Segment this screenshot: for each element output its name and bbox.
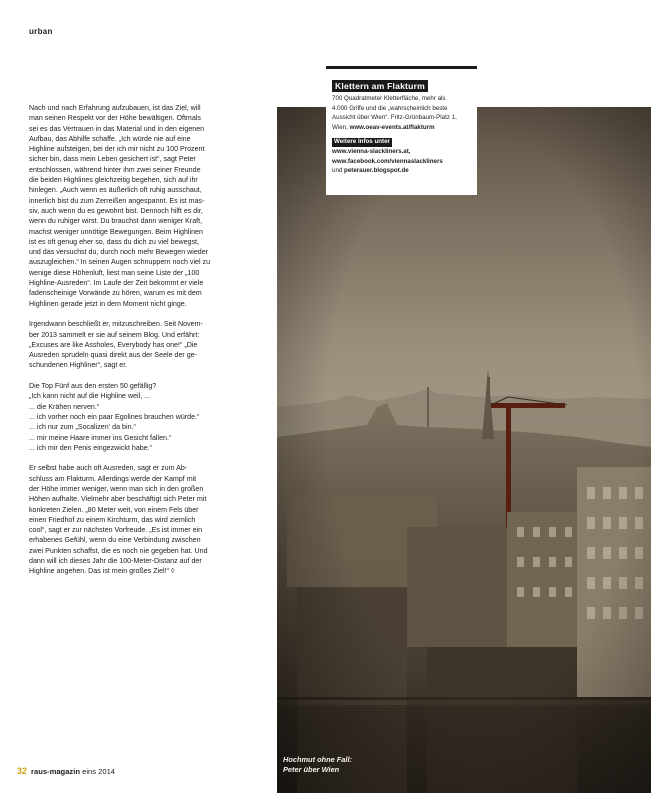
- text-line: ... die Krähen nerven.“: [29, 402, 100, 411]
- text-line: Die Top Fünf aus den ersten 50 gefällig?: [29, 382, 157, 391]
- text-line: zwei Punkten schaffst, die es noch nie gegeben hat. Und: [29, 546, 208, 555]
- text-line: konkreten Zielen. „80 Meter weit, von einem Fels über: [29, 505, 199, 514]
- info-line: Aussicht über Wien“. Fritz-Grünbaum-Platz 1,: [332, 114, 457, 122]
- text-line: die beiden Highlines gleichzeitig begehen, sich auf ihr: [29, 176, 198, 185]
- text-line: entschlossen, während hinter ihm zwei seiner Freunde: [29, 165, 201, 174]
- text-line: „Ich kann nicht auf die Highline weil, ...: [29, 392, 151, 401]
- caption-line: Hochmut ohne Fall:: [283, 755, 352, 764]
- photo-caption: [283, 755, 352, 774]
- text-line: ... ich mir den Penis eingezwickt habe.“: [29, 443, 153, 452]
- blog-line: [332, 166, 471, 176]
- text-line: ist es oft genug eher so, dass du dich zu viel bewegst,: [29, 237, 199, 246]
- info-line: 4.000 Griffe und die „wahrscheinlich beste: [332, 104, 448, 112]
- article-paragraph: [29, 381, 261, 453]
- page-number: 32: [17, 766, 28, 776]
- text-line: ber 2013 sammelt er sie auf seinem Blog. Und erfährt:: [29, 330, 200, 339]
- text-line: sei es das Vertrauen in das Material und in den eigenen: [29, 124, 205, 133]
- text-line: siv, auch wenn du es gewohnt bist. Dennoch hilft es dir,: [29, 206, 203, 215]
- article-paragraph: [29, 319, 261, 370]
- text-line: fadenscheinige Vorwände zu hören, warum es mit dem: [29, 289, 202, 298]
- text-line: hinlegen. „Auch wenn es äußerlich oft ruhig ausschaut,: [29, 186, 202, 195]
- text-line: dann will ich dieses Jahr die 100-Meter-Distanz auf der: [29, 557, 202, 566]
- article-paragraph: [29, 463, 261, 576]
- info-line: 700 Quadratmeter Kletterfläche, mehr als: [332, 95, 446, 102]
- facebook-link[interactable]: www.facebook.com/viennaslackliners: [332, 157, 443, 165]
- text-line: ... ich vorher noch ein paar Egolines brauchen würde.“: [29, 412, 200, 421]
- text-line: Nach und nach Erfahrung aufzubauen, ist das Ziel, will: [29, 104, 201, 112]
- text-line: Highline aufsteigen, bei der ich mir nicht zu 100 Prozent: [29, 145, 205, 154]
- article-paragraph: [29, 103, 261, 309]
- text-line: auszugleichen.“ In seinen Augen schnuppern noch viel zu: [29, 258, 211, 267]
- text-line: schluss am Flakturm. Allerdings werde der Kampf mit: [29, 474, 197, 483]
- text-line: cool“, sagt er zur nächsten Vorfreude. „Es ist immer ein: [29, 526, 203, 535]
- blog-prefix: und: [332, 167, 345, 175]
- text-line: man seinen Respekt vor der Höhe bewältigen. Oftmals: [29, 114, 201, 123]
- text-line: Er selbst habe auch oft Ausreden, sagt er zum Ab-: [29, 464, 188, 473]
- text-line: Aufbau, das Abhilfe schaffe. „Ich würde nie auf eine: [29, 134, 191, 143]
- text-line: „Excuses are like Assholes, Everybody has one!“ „Die: [29, 340, 198, 349]
- article-body: [29, 103, 261, 587]
- blog-link[interactable]: peterauer.blogspot.de: [344, 167, 409, 175]
- city-photo: [277, 107, 651, 793]
- issue-label: eins 2014: [82, 767, 116, 776]
- section-label: urban: [29, 27, 53, 36]
- oeav-link[interactable]: www.oeav-events.at/flakturm: [349, 123, 435, 131]
- text-line: und das versuchst du, durch noch mehr Bewegen wieder: [29, 248, 209, 257]
- text-line: Höhen aufhalte. Vielmehr aber beschäftigt sich Peter mit: [29, 495, 207, 504]
- text-line: ... ich nur zum „Socalizen‘ da bin.“: [29, 423, 136, 432]
- info-box: [326, 66, 477, 195]
- more-info-label: Weitere Infos unter: [334, 138, 390, 146]
- text-line: erhabenes Gefühl, wenn du eine Verbindung zwischen: [29, 536, 201, 545]
- text-line: innerlich bist du zum Zerreißen angespannt. Es ist mas-: [29, 196, 205, 205]
- info-address: [332, 123, 471, 133]
- text-line: einen Friedhof zu einem Kirchturm, das wird ziemlich: [29, 515, 196, 524]
- info-box-text: [332, 94, 471, 176]
- text-line: wenn du ruhiger wirst. Du brauchst dann weniger Kraft,: [29, 217, 203, 226]
- text-line: Irgendwann beschließt er, mitzuschreiben. Seit Novem-: [29, 320, 203, 329]
- text-line: ... mir meine Haare immer ins Gesicht fallen.“: [29, 433, 172, 442]
- text-line: sicher bin, dass mein Leben gesichert ist“, sagt Peter: [29, 155, 196, 164]
- text-line: Highline-Ausreden“. Im Laufe der Zeit bekommt er viele: [29, 279, 204, 288]
- text-line: machst weniger unnötige Bewegungen. Beim Highlinen: [29, 227, 203, 236]
- slackliners-link[interactable]: www.vienna-slackliners.at,: [332, 147, 411, 155]
- page-footer: [17, 766, 115, 776]
- caption-line: Peter über Wien: [283, 764, 340, 774]
- vienna-skyline-image: [277, 107, 651, 793]
- text-line: der Höhe immer weniger, wenn man sich in den großen: [29, 484, 204, 493]
- text-line: Highline angehen. Das ist mein großes Ziel!“ ◊: [29, 567, 175, 576]
- text-line: wenige diese Höhenluft, liest man seine Liste der „100: [29, 268, 200, 277]
- magazine-name: raus-magazin: [31, 767, 80, 776]
- text-line: Highlinen gerade jetzt in dem Moment nicht ginge.: [29, 299, 187, 308]
- text-line: schundenen Highliner“, sagt er.: [29, 361, 128, 370]
- text-line: Ausreden sprudeln quasi direkt aus der Seele der ge-: [29, 351, 197, 360]
- info-box-title: Klettern am Flakturm: [332, 80, 428, 92]
- address-prefix: Wien,: [332, 123, 350, 131]
